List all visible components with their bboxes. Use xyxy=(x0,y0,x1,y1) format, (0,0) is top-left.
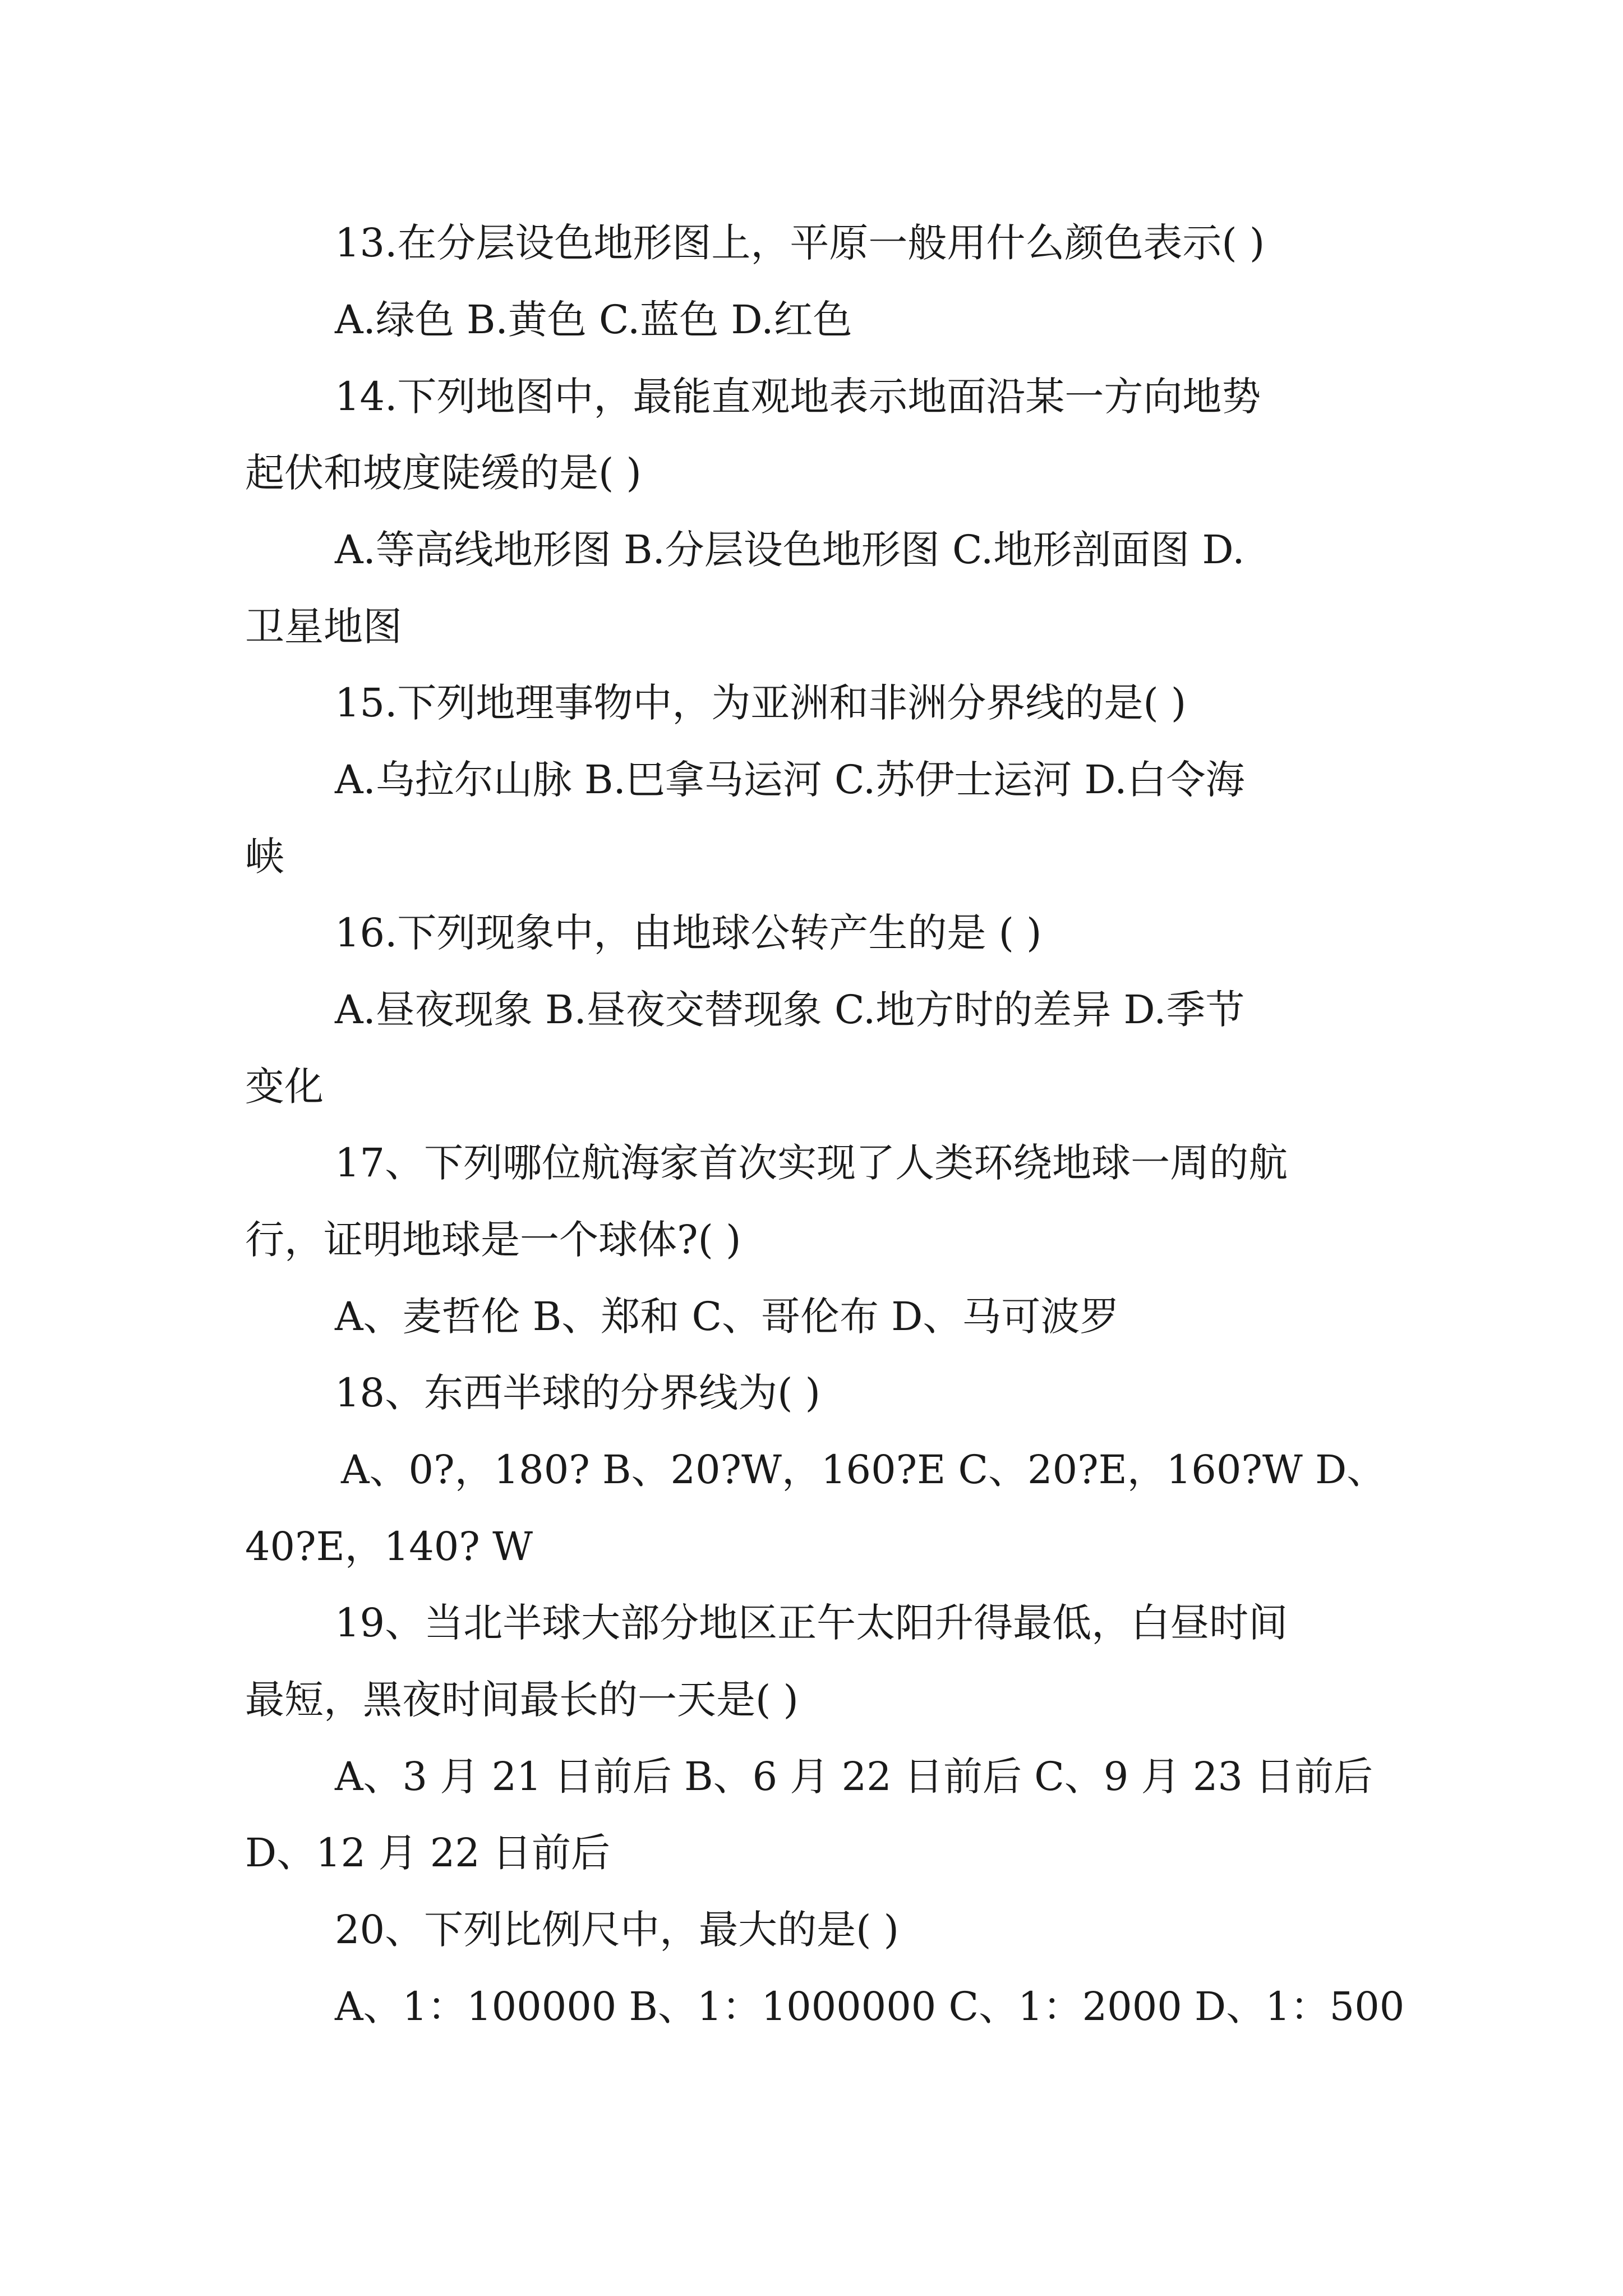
question-15-options: A.乌拉尔山脉 B.巴拿马运河 C.苏伊士运河 D.白令海 xyxy=(335,757,1245,803)
question-18-line: 18、东西半球的分界线为( ) xyxy=(335,1370,820,1416)
question-17-line-continued: 行，证明地球是一个球体?( ) xyxy=(245,1217,741,1263)
question-20-options: A、1：100000 B、1：1000000 C、1：2000 D、1：500 xyxy=(335,1984,1405,2030)
question-13-options: A.绿色 B.黄色 C.蓝色 D.红色 xyxy=(335,297,852,343)
question-14-line-continued: 起伏和坡度陡缓的是( ) xyxy=(245,450,642,496)
question-18-options-continued: 40?E，140? W xyxy=(245,1524,533,1570)
question-19-line: 19、当北半球大部分地区正午太阳升得最低，白昼时间 xyxy=(335,1600,1288,1646)
question-15-options-continued: 峡 xyxy=(245,834,284,880)
question-19-line-continued: 最短，黑夜时间最长的一天是( ) xyxy=(245,1677,799,1723)
question-20-line: 20、下列比例尺中，最大的是( ) xyxy=(335,1907,899,1953)
question-19-options-continued: D、12 月 22 日前后 xyxy=(245,1830,611,1876)
question-16-options-continued: 变化 xyxy=(245,1064,324,1110)
question-15-line: 15.下列地理事物中，为亚洲和非洲分界线的是( ) xyxy=(335,680,1187,726)
question-19-options: A、3 月 21 日前后 B、6 月 22 日前后 C、9 月 23 日前后 xyxy=(335,1754,1373,1800)
question-16-line: 16.下列现象中，由地球公转产生的是 ( ) xyxy=(335,910,1042,956)
question-14-options-continued: 卫星地图 xyxy=(245,604,402,650)
question-14-options: A.等高线地形图 B.分层设色地形图 C.地形剖面图 D. xyxy=(335,527,1245,573)
question-17-line: 17、下列哪位航海家首次实现了人类环绕地球一周的航 xyxy=(335,1140,1288,1186)
question-14-line: 14.下列地图中，最能直观地表示地面沿某一方向地势 xyxy=(335,374,1261,420)
question-18-options: A、0?，180? B、20?W，160?E C、20?E，160?W D、 xyxy=(341,1447,1386,1493)
question-17-options: A、麦哲伦 B、郑和 C、哥伦布 D、马可波罗 xyxy=(335,1294,1119,1340)
question-13-line: 13.在分层设色地形图上，平原一般用什么颜色表示( ) xyxy=(335,220,1265,266)
question-16-options: A.昼夜现象 B.昼夜交替现象 C.地方时的差异 D.季节 xyxy=(335,987,1245,1033)
